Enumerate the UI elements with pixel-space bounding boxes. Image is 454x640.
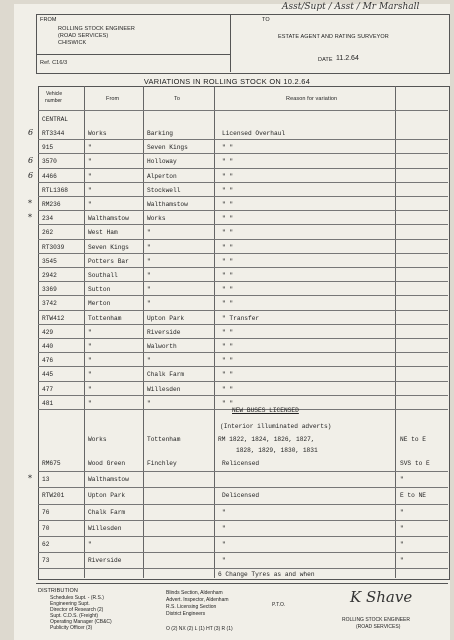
new-buses-line-1: RM 1822, 1824, 1826, 1827, (218, 436, 315, 443)
sign-block-line-1: ROLLING STOCK ENGINEER (342, 617, 410, 623)
to-depot: " (147, 399, 151, 407)
distribution-col1-5: Publicity Officer (3) (50, 625, 93, 631)
from-depot: " (88, 343, 92, 350)
vehicle-number: 262 (42, 229, 54, 237)
vehicle-number: RM675 (42, 460, 61, 467)
vehicle-number: 445 (42, 371, 54, 379)
new-buses-to: Tottenham (147, 436, 181, 443)
to-depot: " (147, 243, 151, 251)
from-depot: Works (88, 130, 107, 137)
reason: " (222, 541, 226, 548)
footer-divider (36, 583, 448, 584)
vehicle-number: 13 (42, 476, 50, 484)
col-header-vehicle-1: Vehicle (46, 91, 63, 97)
from-depot: Walthamstow (88, 476, 129, 484)
vehicle-number: 4466 (42, 172, 57, 180)
col-header-reason: Reason for variation (286, 96, 338, 102)
new-buses-from: Works (88, 436, 107, 443)
extra-note: E to NE (400, 492, 426, 500)
row-mark: 6 (28, 156, 34, 166)
extra-note: " (400, 557, 404, 565)
vehicle-number: 3742 (42, 300, 57, 308)
from-depot: Riverside (88, 557, 122, 565)
vehicle-number: RTW201 (42, 492, 65, 500)
reason: " " (222, 286, 234, 294)
from-depot: " (88, 399, 92, 407)
reason: " " (222, 144, 234, 152)
from-depot: " (88, 144, 92, 152)
to-depot: " (147, 229, 151, 237)
distribution-col1-0: Schedules Supt. - (R.S.) (50, 595, 104, 601)
distribution-col1-1: Engineering Supt. (50, 601, 90, 607)
row-mark: 6 (28, 170, 34, 180)
row-mark: 6 (28, 128, 34, 137)
from-depot: Seven Kings (88, 243, 129, 251)
table-row (38, 521, 448, 538)
ref-number: Ref. C16/3 (40, 60, 68, 66)
vehicle-number: 73 (42, 557, 50, 565)
distribution-col2-0: Blinds Section, Aldenham (166, 590, 223, 596)
from-depot: Willesden (88, 524, 122, 532)
vehicle-number: 477 (42, 385, 54, 393)
distribution-col2-1: Advert. Inspector, Aldenham (166, 597, 229, 603)
vehicle-number: RM236 (42, 201, 61, 208)
from-depot: Sutton (88, 286, 111, 294)
from-depot: Tottenham (88, 314, 122, 322)
vehicle-number: 2942 (42, 272, 57, 279)
header-separator (36, 54, 230, 55)
table-row (38, 488, 448, 505)
to-depot: Stockwell (147, 186, 181, 194)
row-rule (38, 568, 448, 569)
table-row (38, 456, 448, 473)
from-depot: " (88, 328, 92, 336)
to-depot: Riverside (147, 328, 181, 336)
vehicle-number: 440 (42, 343, 54, 350)
reason: " (222, 524, 226, 532)
from-line-3: CHISWICK (58, 40, 87, 46)
header-box (36, 14, 450, 74)
to-depot: Works (147, 215, 166, 223)
extra-note: " (400, 508, 404, 516)
to-depot: Chalk Farm (147, 371, 185, 379)
vehicle-number: 234 (42, 215, 54, 223)
new-buses-heading: NEW BUSES LICENSED (232, 407, 299, 414)
date-label: DATE (318, 57, 333, 63)
reason: " " (222, 357, 234, 365)
row-mark: * (28, 474, 32, 484)
from-depot: " (88, 172, 92, 180)
from-depot: Upton Park (88, 492, 126, 500)
to-depot: Willesden (147, 385, 181, 393)
vehicle-number: 3545 (42, 257, 57, 265)
table-row (38, 553, 448, 570)
reason: " " (222, 300, 234, 308)
from-depot: Southall (88, 272, 118, 279)
reason: " " (222, 186, 234, 194)
new-buses-line-2: 1828, 1829, 1830, 1831 (236, 447, 318, 454)
to-depot: Seven Kings (147, 144, 188, 152)
from-depot: " (88, 541, 92, 548)
reason: Licensed Overhaul (222, 130, 286, 137)
reason: " " (222, 385, 234, 393)
to-depot: Walthamstow (147, 201, 188, 208)
vehicle-number: RTL1368 (42, 186, 68, 194)
to-depot: " (147, 257, 151, 265)
row-mark: * (28, 199, 32, 208)
signature: K Shave (350, 588, 413, 606)
vehicle-number: 62 (42, 541, 50, 548)
vehicle-number: 3570 (42, 158, 57, 166)
reason: " " (222, 201, 234, 208)
header-divider (230, 14, 231, 72)
reason: " " (222, 243, 234, 251)
from-line-2: (ROAD SERVICES) (58, 33, 109, 39)
from-label: FROM (40, 17, 57, 23)
from-depot: Potters Bar (88, 257, 129, 265)
reason: " (222, 508, 226, 516)
reason: " (222, 557, 226, 565)
vehicle-number: 476 (42, 357, 54, 365)
handwritten-addressees: Asst/Supt / Asst / Mr Marshall (282, 2, 420, 12)
vehicle-number: 429 (42, 328, 54, 336)
to-depot: Alperton (147, 172, 177, 180)
reason: " " (222, 215, 234, 223)
vehicle-number: 481 (42, 399, 54, 407)
distribution-col2-3: District Engineers (166, 611, 206, 617)
extra-note: " (400, 541, 404, 548)
col-header-vehicle-2: number (45, 98, 62, 104)
to-line: ESTATE AGENT AND RATING SURVEYOR (278, 34, 389, 40)
new-buses-subheading: (Interior illuminated adverts) (220, 423, 332, 430)
from-depot: " (88, 158, 92, 166)
col-header-from: From (106, 96, 120, 102)
reason: " " (222, 158, 234, 166)
extra-note: " (400, 524, 404, 532)
from-line-1: ROLLING STOCK ENGINEER (58, 26, 135, 32)
distribution-col2-2: R.S. Licensing Section (166, 604, 217, 610)
reason: " " (222, 328, 234, 336)
vehicle-number: 3369 (42, 286, 57, 294)
from-depot: " (88, 385, 92, 393)
distribution-title: DISTRIBUTION (38, 588, 79, 594)
footnote: 6 Change Tyres as and when (218, 571, 315, 578)
pto-label: P.T.O. (272, 602, 286, 608)
to-depot: Barking (147, 130, 173, 137)
reason: " " (222, 272, 234, 279)
to-label: TO (262, 17, 270, 23)
table-row (38, 537, 448, 554)
distribution-col1-4: Operating Manager (CB&C) (50, 619, 112, 625)
section-central: CENTRAL (42, 116, 68, 123)
from-depot: West Ham (88, 229, 118, 237)
from-depot: Wood Green (88, 460, 126, 467)
new-buses-extra: NE to E (400, 436, 426, 443)
vehicle-number: RT3039 (42, 243, 65, 251)
to-depot: " (147, 272, 151, 279)
from-depot: Merton (88, 300, 111, 308)
from-depot: " (88, 357, 92, 365)
vehicle-number: 915 (42, 144, 54, 152)
row-mark: * (28, 213, 32, 223)
from-depot: Walthamstow (88, 215, 129, 223)
to-depot: " (147, 300, 151, 308)
distribution-col1-3: Supt. C.D.S. (Freight) (50, 613, 99, 619)
from-depot: " (88, 186, 92, 194)
sign-block-line-2: (ROAD SERVICES) (356, 624, 401, 630)
reason: " " (222, 229, 234, 237)
reason: " " (222, 399, 234, 407)
from-depot: " (88, 201, 92, 208)
from-depot: " (88, 371, 92, 379)
reason: Relicensed (222, 460, 260, 467)
extra-note: SVS to E (400, 460, 430, 467)
date-value: 11.2.64 (336, 55, 359, 62)
reason: " " (222, 172, 234, 180)
distribution-col2-4: O (2) NX (2) L (1) HT (3) R (1) (166, 626, 233, 632)
reason: " " (222, 257, 234, 265)
reason: " " (222, 343, 234, 350)
to-depot: Walworth (147, 343, 177, 350)
to-depot: Holloway (147, 158, 177, 166)
vehicle-number: RTW412 (42, 314, 65, 322)
reason: Delicensed (222, 492, 260, 500)
to-depot: " (147, 357, 151, 365)
to-depot: " (147, 286, 151, 294)
from-depot: Chalk Farm (88, 508, 126, 516)
col-header-to: To (174, 96, 181, 102)
extra-note: " (400, 476, 404, 484)
reason: " " (222, 371, 234, 379)
table-row (28, 472, 448, 489)
table-row (38, 505, 448, 522)
header-row-line (38, 110, 448, 111)
vehicle-number: 70 (42, 524, 50, 532)
reason: " Transfer (222, 314, 260, 322)
distribution-col1-2: Director of Research (2) (50, 607, 104, 613)
vehicle-number: RT3344 (42, 130, 65, 137)
vehicle-number: 76 (42, 508, 50, 516)
document-title: VARIATIONS IN ROLLING STOCK ON 10.2.64 (143, 77, 311, 86)
to-depot: Finchley (147, 460, 177, 467)
to-depot: Upton Park (147, 314, 185, 322)
